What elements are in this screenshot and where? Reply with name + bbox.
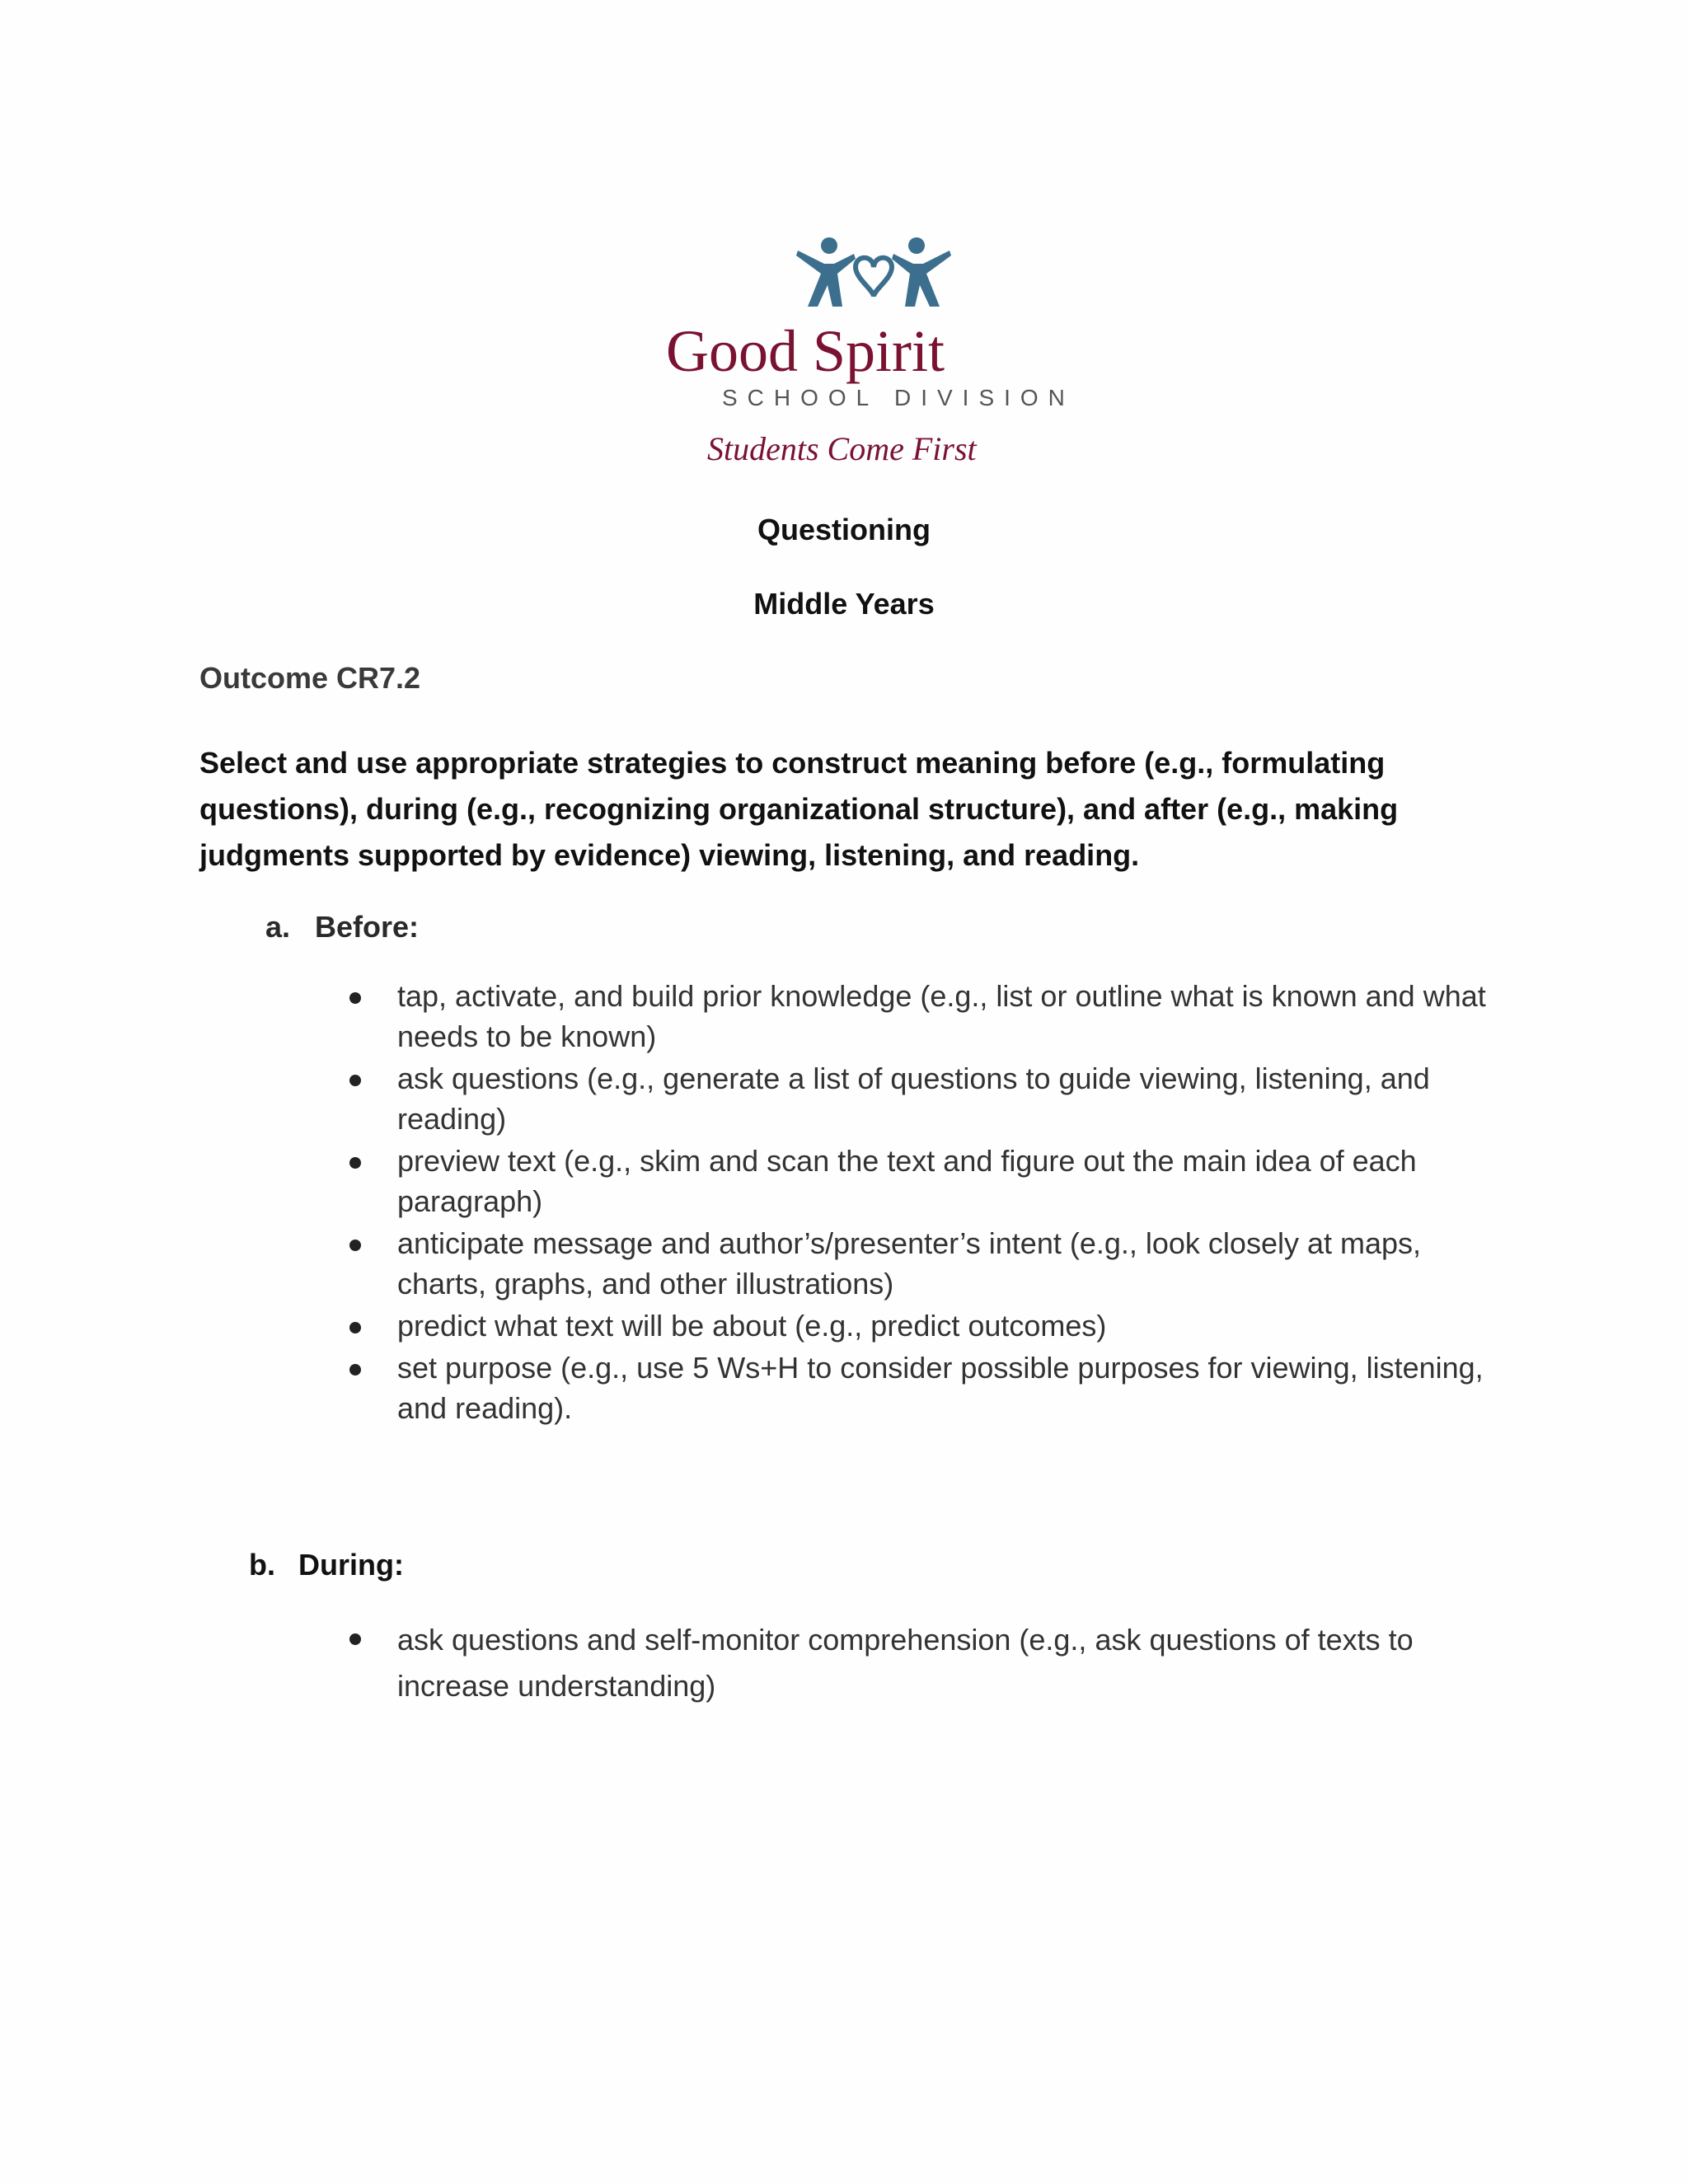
logo-graphic <box>659 231 1075 478</box>
list-item <box>346 1347 1517 1428</box>
list-item <box>346 1058 1517 1139</box>
page-title: Questioning <box>757 513 931 546</box>
bullet-icon <box>349 1157 361 1169</box>
logo-subtitle: SCHOOL DIVISION <box>722 385 1075 410</box>
list-item <box>346 976 1517 1057</box>
list-item-text: preview text (e.g., skim and scan the text and figure out the main idea of each paragraph) <box>397 1144 1417 1218</box>
bullet-icon <box>349 1322 361 1333</box>
list-item <box>346 1141 1517 1221</box>
bullet-icon <box>349 1075 361 1086</box>
section-letter: b. <box>249 1548 275 1582</box>
list-item-text: ask questions and self-monitor comprehension (e.g., ask questions of texts to increase understanding) <box>397 1623 1414 1703</box>
section-before-heading <box>265 910 419 944</box>
list-item <box>346 1617 1517 1709</box>
logo-name: Good Spirit <box>666 318 945 384</box>
outcome-statement: Select and use appropriate strategies to construct meaning before (e.g., formulating questions), during (e.g., recognizing organizational structure), and after (e.g., making judgments supported by evidence) viewing, listening, and reading. <box>199 746 1399 872</box>
list-item <box>346 1223 1517 1304</box>
section-heading-label: During: <box>298 1548 404 1582</box>
list-item-text: ask questions (e.g., generate a list of questions to guide viewing, listening, and reading) <box>397 1062 1430 1136</box>
list-item-text: anticipate message and author’s/presenter’s intent (e.g., look closely at maps, charts, graphs, and other illustrations) <box>397 1226 1422 1301</box>
section-letter: a. <box>265 910 291 944</box>
bullet-icon <box>349 1633 361 1645</box>
list-item-text: predict what text will be about (e.g., predict outcomes) <box>397 1309 1107 1343</box>
section-during-heading <box>249 1548 404 1582</box>
list-item-text: tap, activate, and build prior knowledge (e.g., list or outline what is known and what needs to be known) <box>397 979 1486 1053</box>
bullet-icon <box>349 1240 361 1251</box>
list-item <box>346 1305 1517 1346</box>
section-heading-label: Before: <box>315 910 420 944</box>
figures-heart-icon <box>796 237 951 307</box>
bullet-icon <box>349 1364 361 1376</box>
outcome-code: Outcome CR7.2 <box>199 661 421 695</box>
before-bullet-list <box>346 976 1517 1430</box>
bullet-icon <box>349 992 361 1004</box>
page-subtitle: Middle Years <box>753 587 935 621</box>
logo-tagline: Students Come First <box>707 430 977 467</box>
during-bullet-list <box>346 1617 1517 1709</box>
school-division-logo <box>659 231 1075 478</box>
list-item-text: set purpose (e.g., use 5 Ws+H to consider possible purposes for viewing, listening, and reading). <box>397 1351 1484 1425</box>
